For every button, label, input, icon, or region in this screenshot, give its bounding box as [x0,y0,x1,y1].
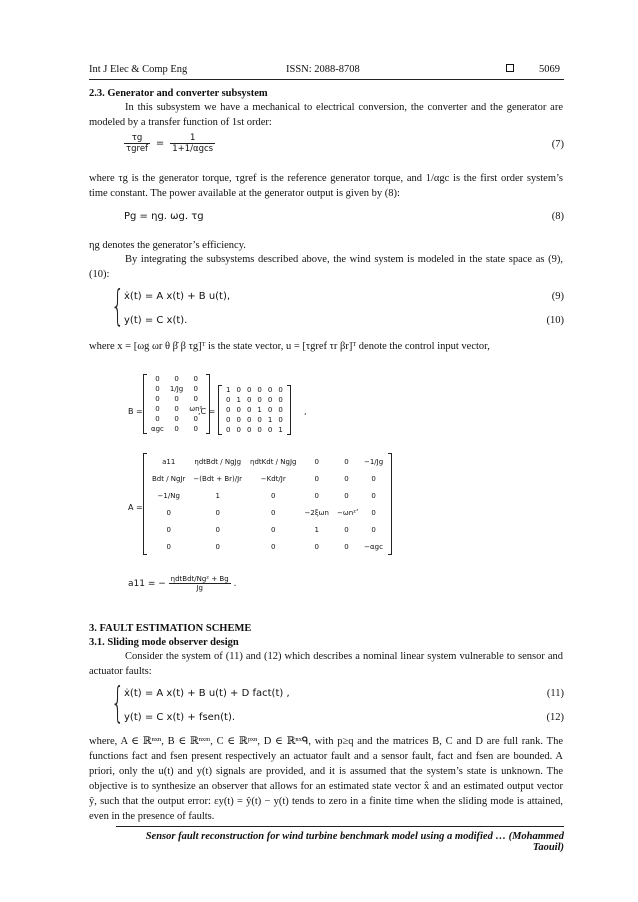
matrix-c-cell: 0 [267,386,273,394]
matrix-b-cell: 0 [174,425,179,433]
matrix-c-cell: 0 [226,416,231,424]
matrix-a-cell: 0 [371,491,376,500]
paragraph: ηg denotes the generator’s efficiency. [89,240,246,251]
equation-number: (7) [551,139,564,150]
matrix-c-cell: 0 [257,386,262,394]
matrix-a-cell: 0 [271,491,276,500]
matrix-c-cell: 1 [236,396,241,404]
matrix-c-cell: 0 [236,386,241,394]
matrix-b [143,374,210,434]
matrix-a-row [148,470,387,487]
matrix-a-cell: 0 [271,542,276,551]
equation-10: y(t) = C x(t). [124,315,188,326]
matrix-c-row [223,425,286,435]
matrix-a-cell: 0 [314,542,319,551]
matrix-b-cell: ωn² [189,405,203,413]
matrix-c-cell: 0 [226,426,231,434]
matrix-b-cell: 0 [174,395,179,403]
matrix-b-cell: 0 [155,415,160,423]
matrix-c-cell: 0 [278,406,283,414]
matrix-a-cell: ηdtBdt / NgJg [194,457,242,466]
matrix-a-cell: 0 [271,508,276,517]
matrix-c-cell: 0 [236,416,241,424]
matrix-suffix: , [304,407,307,416]
matrix-c-cell: 0 [278,416,283,424]
subsection-heading: 3.1. Sliding mode observer design [89,637,239,648]
matrix-c-cell: 0 [226,396,231,404]
matrix-c-cell: 0 [278,386,283,394]
matrix-b-cell: 0 [155,405,160,413]
paragraph: where, A ∈ ℝⁿˣⁿ, B ∈ ℝⁿˣᵐ, C ∈ ℝᵖˣⁿ, D ∈ ℝⁿˣᑫ, with p≥q and the matrices B, C and D are full rank. The functions fact and fsen present respectively an actuator fault and a sensor fault, fact and fsen are bounded. A priori, only the u(t) and y(t) signals are provided, and it is assumed that the system’s state is unknown. The objective is to synthesize an observer that allows for an estimated state vector x̂ and an estimated output vector ŷ, such that the output error: εy(t) = ŷ(t) − y(t) tends to zero in a finite time when the sliding mode is attained, even in the presence of faults. [89,736,563,822]
matrix-b-row [148,394,205,404]
matrix-b-cell: 0 [193,385,199,393]
matrix-b-cell: 0 [193,425,199,433]
issn: ISSN: 2088-8708 [286,64,360,75]
matrix-b-cell: 1/Jg [169,385,184,393]
equation-number: (12) [546,712,564,723]
matrix-c-cell: 1 [267,416,273,424]
matrix-a-cell: −2ξωn [304,508,329,517]
matrix-a-cell: 0 [371,508,376,517]
matrix-c-cell: 0 [226,406,231,414]
matrix-c-label: ,C = [198,407,216,416]
matrix-c-row [223,395,286,405]
matrix-c-cell: 1 [278,426,283,434]
matrix-b-cell: 0 [174,415,179,423]
paragraph: In this subsystem we have a mechanical to electrical conversion, the converter and the generator are modeled by a transfer function of 1st order: [89,102,563,128]
matrix-b-row [148,384,205,394]
brace-icon: { [111,678,125,727]
matrix-a-cell: −1/Ng [157,491,180,500]
matrix-c-cell: 0 [246,426,252,434]
equation-number: (11) [546,688,564,699]
matrix-c-cell: 0 [236,406,241,414]
brace-icon: { [111,281,125,330]
page-number: 5069 [539,64,560,75]
matrix-c [218,385,291,435]
paragraph: where x = [ωg ωr θ β̇ β τg]ᵀ is the state vector, u = [τgref τr βr]ᵀ denote the control input vector, [89,341,490,352]
matrix-a-cell: 0 [371,525,376,534]
matrix-b-row [148,424,205,434]
matrix-c-cell: 0 [267,396,273,404]
matrix-a-cell: Bdt / NgJr [152,474,186,483]
matrix-c-cell: 0 [267,406,273,414]
matrix-b-cell: 0 [155,385,160,393]
matrix-c-row [223,415,286,425]
matrix-b-row [148,374,205,384]
matrix-a-cell: 0 [314,457,319,466]
matrix-c-cell: 0 [246,406,252,414]
matrix-a-cell: 0 [215,542,220,551]
matrix-a-row [148,504,387,521]
matrix-a-cell: 0 [215,525,220,534]
matrix-a-cell: −Kdt/Jr [260,474,286,483]
matrix-b-cell: 0 [193,415,199,423]
matrix-a-cell: ηdtKdt / NgJg [250,457,297,466]
paragraph: Consider the system of (11) and (12) which describes a nominal linear system vulnerable to sensor and actuator faults: [89,651,563,677]
matrix-a [143,453,392,555]
matrix-c-cell: 0 [246,396,252,404]
equation-9: ẋ(t) = A x(t) + B u(t), [124,291,231,302]
matrix-a-cell: −αgc [364,542,383,551]
equation-11: ẋ(t) = A x(t) + B u(t) + D fact(t) , [124,688,290,699]
running-footer: Sensor fault reconstruction for wind turbine benchmark model using a modified … (Mohammed Taouil) [145,831,564,853]
matrix-c-row [223,385,286,395]
matrix-a-cell: 0 [344,525,349,534]
matrix-a-row [148,453,387,470]
equation-number: (10) [546,315,564,326]
matrix-c-cell: 0 [236,426,241,434]
matrix-c-cell: 0 [257,396,262,404]
matrix-a-cell: 0 [371,474,376,483]
section-heading: 3. FAULT ESTIMATION SCHEME [89,623,252,634]
matrix-c-cell: 0 [246,416,252,424]
matrix-a-cell: 0 [344,474,349,483]
matrix-a-cell: −1/Jg [363,457,384,466]
matrix-b-cell: αgc [151,425,164,433]
matrix-b-cell: 0 [193,375,199,383]
matrix-a-cell: −ωn² [336,508,356,517]
matrix-b-row [148,414,205,424]
matrix-c-cell: 1 [226,386,231,394]
matrix-a-cell: 0 [166,542,171,551]
matrix-a-cell: 0 [215,508,220,517]
matrix-b-cell: 0 [193,395,199,403]
matrix-c-cell: 1 [257,406,262,414]
matrix-b-cell: 0 [155,375,160,383]
matrix-a-cell: 1 [314,525,319,534]
matrix-a-label: A = [128,503,143,512]
a11-definition: a11 = − $\frac{\text{ηdtBdt/Ng² + Bg}}{Jg}$ . [128,575,237,592]
matrix-a-cell: 0 [314,474,319,483]
matrix-b-cell: 0 [174,405,179,413]
matrix-c-cell: 0 [267,426,273,434]
matrix-b-cell: 0 [155,395,160,403]
paragraph: where τg is the generator torque, τgref is the reference generator torque, and 1/αgc is the first order system’s time constant. The power available at the generator output is given by (8): [89,173,563,199]
matrix-c-cell: 0 [257,416,262,424]
matrix-a-cell: a11 [162,457,176,466]
equation-7: $\frac{\tau g}{\text{τgref}}$ = $\frac{1}{\text{1+1/αgcs}}$ [126,133,214,154]
matrix-a-cell: 0 [344,457,349,466]
matrix-c-cell: 0 [257,426,262,434]
matrix-a-cell: 0 [314,491,319,500]
matrix-a-row [148,521,387,538]
matrix-c-cell: 0 [246,386,252,394]
matrix-b-label: B = [128,407,143,416]
section-heading: 2.3. Generator and converter subsystem [89,88,268,99]
matrix-a-cell: 0 [344,491,349,500]
equation-number: (8) [551,211,564,222]
matrix-b-row [148,404,205,414]
matrix-b-cell: 0 [174,375,179,383]
matrix-a-row [148,538,387,555]
matrix-a-cell: 0 [271,525,276,534]
journal-name: Int J Elec & Comp Eng [89,64,188,75]
matrix-a-cell: 0 [344,542,349,551]
matrix-c-cell: 0 [278,396,283,404]
equation-12: y(t) = C x(t) + fsen(t). [124,712,236,723]
equation-8: Pg = ηg. ωg. τg [124,211,204,222]
footer-rule [116,826,564,827]
paragraph: By integrating the subsystems described above, the wind system is modeled in the state space as (9), (10): [89,254,563,280]
matrix-a-cell: 0 [166,525,171,534]
matrix-a-cell: 0 [166,508,171,517]
matrix-a-cell: 1 [215,491,220,500]
matrix-a-row [148,487,387,504]
matrix-a-cell: −(Bdt + Br)/Jr [193,474,243,483]
matrix-c-row [223,405,286,415]
header-rule [89,79,564,80]
matrix-suffix: , [356,503,359,512]
equation-number: (9) [551,291,564,302]
